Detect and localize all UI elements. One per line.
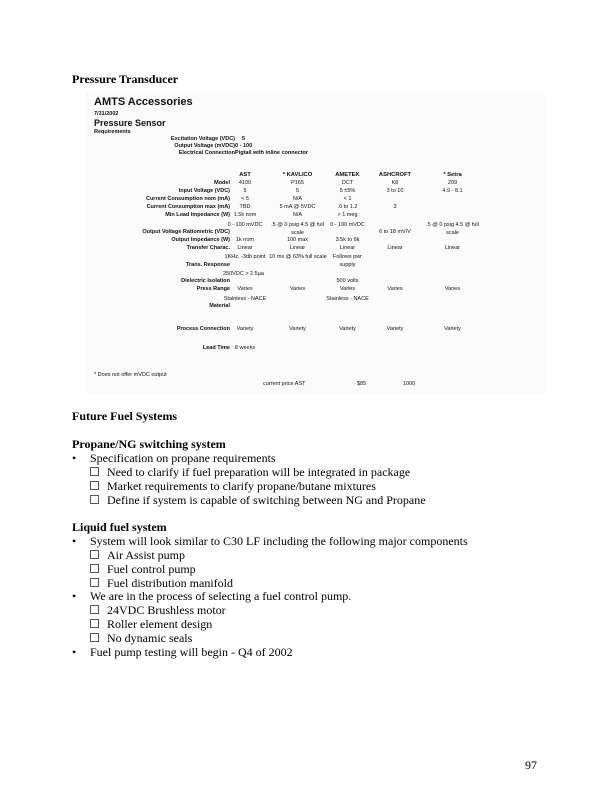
cell: K8 — [391, 180, 399, 186]
sub-item-text: Market requirements to clarify propane/butane mixtures — [107, 479, 376, 493]
list-item — [72, 451, 276, 466]
cell: 4100 — [238, 180, 252, 186]
req-value: Pigtail with inline connector — [235, 150, 309, 156]
cell: 0 - 100 mVDC — [227, 222, 263, 228]
row-label: Current Consumption nom (mA) — [145, 196, 230, 202]
sub-list-item — [90, 617, 212, 632]
footnote: * Does not offer mVDC output — [94, 372, 167, 378]
bullet-icon: • — [72, 645, 77, 659]
sub-list-item — [90, 493, 426, 508]
cell: P165 — [291, 180, 304, 186]
sub-list-item — [90, 631, 192, 646]
cell: 5 mA @ 5VDC — [279, 204, 316, 210]
checkbox-square-icon — [90, 550, 99, 559]
cell: 0 - 100 mVDC — [330, 222, 365, 228]
figure-date: 7/31/2002 — [94, 111, 119, 117]
page-number: 97 — [525, 758, 537, 772]
row-label: Press Range — [196, 286, 230, 292]
bullet-icon: • — [72, 451, 77, 465]
req-label: Electrical Connection — [178, 150, 235, 156]
row-label: Current Consumption max (mA) — [146, 204, 230, 210]
cell: < 1 — [343, 196, 352, 202]
cell: .5 @ 0 psig 4.5 @ full scale — [271, 222, 324, 236]
cell: 250VDC > 2.5µa — [223, 271, 264, 277]
cell: Variety — [236, 326, 254, 332]
cell: < 5 — [241, 196, 249, 202]
row-label: Model — [214, 180, 230, 186]
cell: Varies — [387, 286, 403, 292]
checkbox-square-icon — [90, 578, 99, 587]
row-label: Dielectric Isolation — [181, 278, 230, 284]
req-value: 0 - 100 — [235, 143, 253, 149]
row-label: Material — [209, 303, 230, 309]
cell: 100 max — [286, 237, 309, 243]
figure-heading: AMTS Accessories — [94, 96, 193, 108]
cell: Varies — [444, 286, 461, 292]
cell: Variety — [386, 326, 404, 332]
cell: Variety — [339, 326, 356, 332]
bullet-icon: • — [72, 589, 77, 603]
row-label: Process Connection — [176, 326, 230, 332]
column-header: * KAVLICO — [282, 172, 313, 178]
checkbox-square-icon — [90, 467, 99, 476]
sub-list-item — [90, 479, 376, 494]
cell: 3 to 10 — [386, 188, 404, 194]
row-label: Output Voltage Ratiometric (VDC) — [142, 229, 230, 235]
cell: DCT — [341, 180, 354, 186]
cell: Stainless - NACE — [326, 296, 369, 302]
list-item — [72, 645, 293, 660]
list-item — [72, 589, 351, 604]
sub-item-text: Roller element design — [107, 617, 213, 631]
cell: N/A — [292, 212, 303, 218]
cell: Linear — [444, 245, 461, 251]
row-label: Input Voltage (VDC) — [178, 188, 230, 194]
row-label: Output Impedance (W) — [171, 237, 230, 243]
checkbox-square-icon — [90, 564, 99, 573]
section-title-future-fuel: Future Fuel Systems — [72, 409, 178, 423]
cell: 1KHz, -3db point — [224, 254, 266, 260]
checkbox-square-icon — [90, 605, 99, 614]
cell: 1k nom — [235, 237, 255, 243]
bullet-text: System will look similar to C30 LF including the following major components — [90, 534, 468, 548]
sub-item-text: Air Assist pump — [107, 548, 186, 562]
cell: Linear — [289, 245, 306, 251]
cell: Linear — [237, 245, 253, 251]
req-label: Output Voltage (mVDC) — [174, 143, 235, 149]
price-value: $85 — [357, 381, 367, 387]
cell: 5 ±5% — [339, 188, 356, 194]
sub-item-text: Fuel distribution manifold — [107, 576, 233, 590]
sub-item-text: No dynamic seals — [107, 631, 193, 645]
column-header: AMETEK — [335, 172, 360, 178]
figure-subheading: Pressure Sensor — [94, 118, 166, 128]
checkbox-square-icon — [90, 619, 99, 628]
cell: Varies — [237, 286, 253, 292]
cell: 3.5k to 6k — [335, 237, 360, 243]
page-title: Pressure Transducer — [72, 72, 179, 86]
row-label: Lead Time — [202, 345, 230, 351]
cell: TBD — [239, 204, 251, 210]
cell: Variety — [289, 326, 306, 332]
checkbox-square-icon — [90, 495, 99, 504]
cell: 8 weeks — [234, 345, 256, 351]
bullet-icon: • — [72, 534, 77, 548]
list-item — [72, 534, 468, 549]
cell: Linear — [387, 245, 403, 251]
sub-item-text: 24VDC Brushless motor — [107, 603, 226, 617]
cell: 209 — [447, 180, 458, 186]
bullet-text: We are in the process of selecting a fuel control pump. — [90, 589, 352, 603]
cell: 4.9 - 8.1 — [442, 188, 463, 194]
cell: N/A — [292, 196, 303, 202]
cell: Stainless - NACE — [223, 296, 267, 302]
sub-item-text: Need to clarify if fuel preparation will be integrated in package — [107, 465, 411, 479]
req-label: Excitation Voltage (VDC) — [170, 136, 235, 142]
column-header: * Setra — [443, 172, 462, 178]
bullet-text: Fuel pump testing will begin - Q4 of 2002 — [90, 645, 293, 659]
price-quantity: 1000 — [403, 381, 416, 387]
cell: 6 to 18 mV/V — [379, 229, 411, 235]
sub-list-item — [90, 548, 185, 563]
cell: 3 — [393, 204, 397, 210]
spec-sheet-figure — [85, 92, 545, 394]
cell: 1.5k nom — [233, 212, 257, 218]
row-label: Min Load Impedance (W) — [165, 212, 230, 218]
checkbox-square-icon — [90, 633, 99, 642]
requirements-label: Requirements — [94, 129, 131, 135]
row-label: Transfer Charac. — [186, 245, 230, 251]
bullet-text: Specification on propane requirements — [90, 451, 276, 465]
section-title-liquid: Liquid fuel system — [72, 520, 167, 534]
req-value: 5 — [242, 136, 246, 142]
cell: > 1 meg — [337, 212, 358, 218]
sub-item-text: Fuel control pump — [107, 562, 196, 576]
cell: Follows pwr supply — [332, 254, 363, 268]
cell: 500 volts — [336, 278, 359, 284]
section-title-propane: Propane/NG switching system — [72, 437, 226, 451]
sub-list-item — [90, 603, 226, 618]
price-label: current price AST — [263, 381, 306, 387]
cell: 5 — [243, 188, 247, 194]
column-header: ASHCROFT — [378, 172, 412, 178]
cell: .6 to 1.2 — [337, 204, 358, 210]
sub-item-text: Define if system is capable of switching between NG and Propane — [107, 493, 426, 507]
cell: 10 ms @ 63% full scale — [269, 254, 327, 260]
cell: .5 @ 0 psig 4.5 @ full scale — [426, 222, 479, 236]
cell: Linear — [339, 245, 356, 251]
sub-list-item — [90, 562, 196, 577]
column-header: AST — [239, 172, 251, 178]
cell: Variety — [444, 326, 461, 332]
cell: Varies — [289, 286, 306, 292]
cell: Varies — [339, 286, 356, 292]
row-label: Trans. Response — [185, 262, 230, 268]
cell: 5 — [295, 188, 300, 194]
sub-list-item — [90, 465, 410, 480]
checkbox-square-icon — [90, 481, 99, 490]
